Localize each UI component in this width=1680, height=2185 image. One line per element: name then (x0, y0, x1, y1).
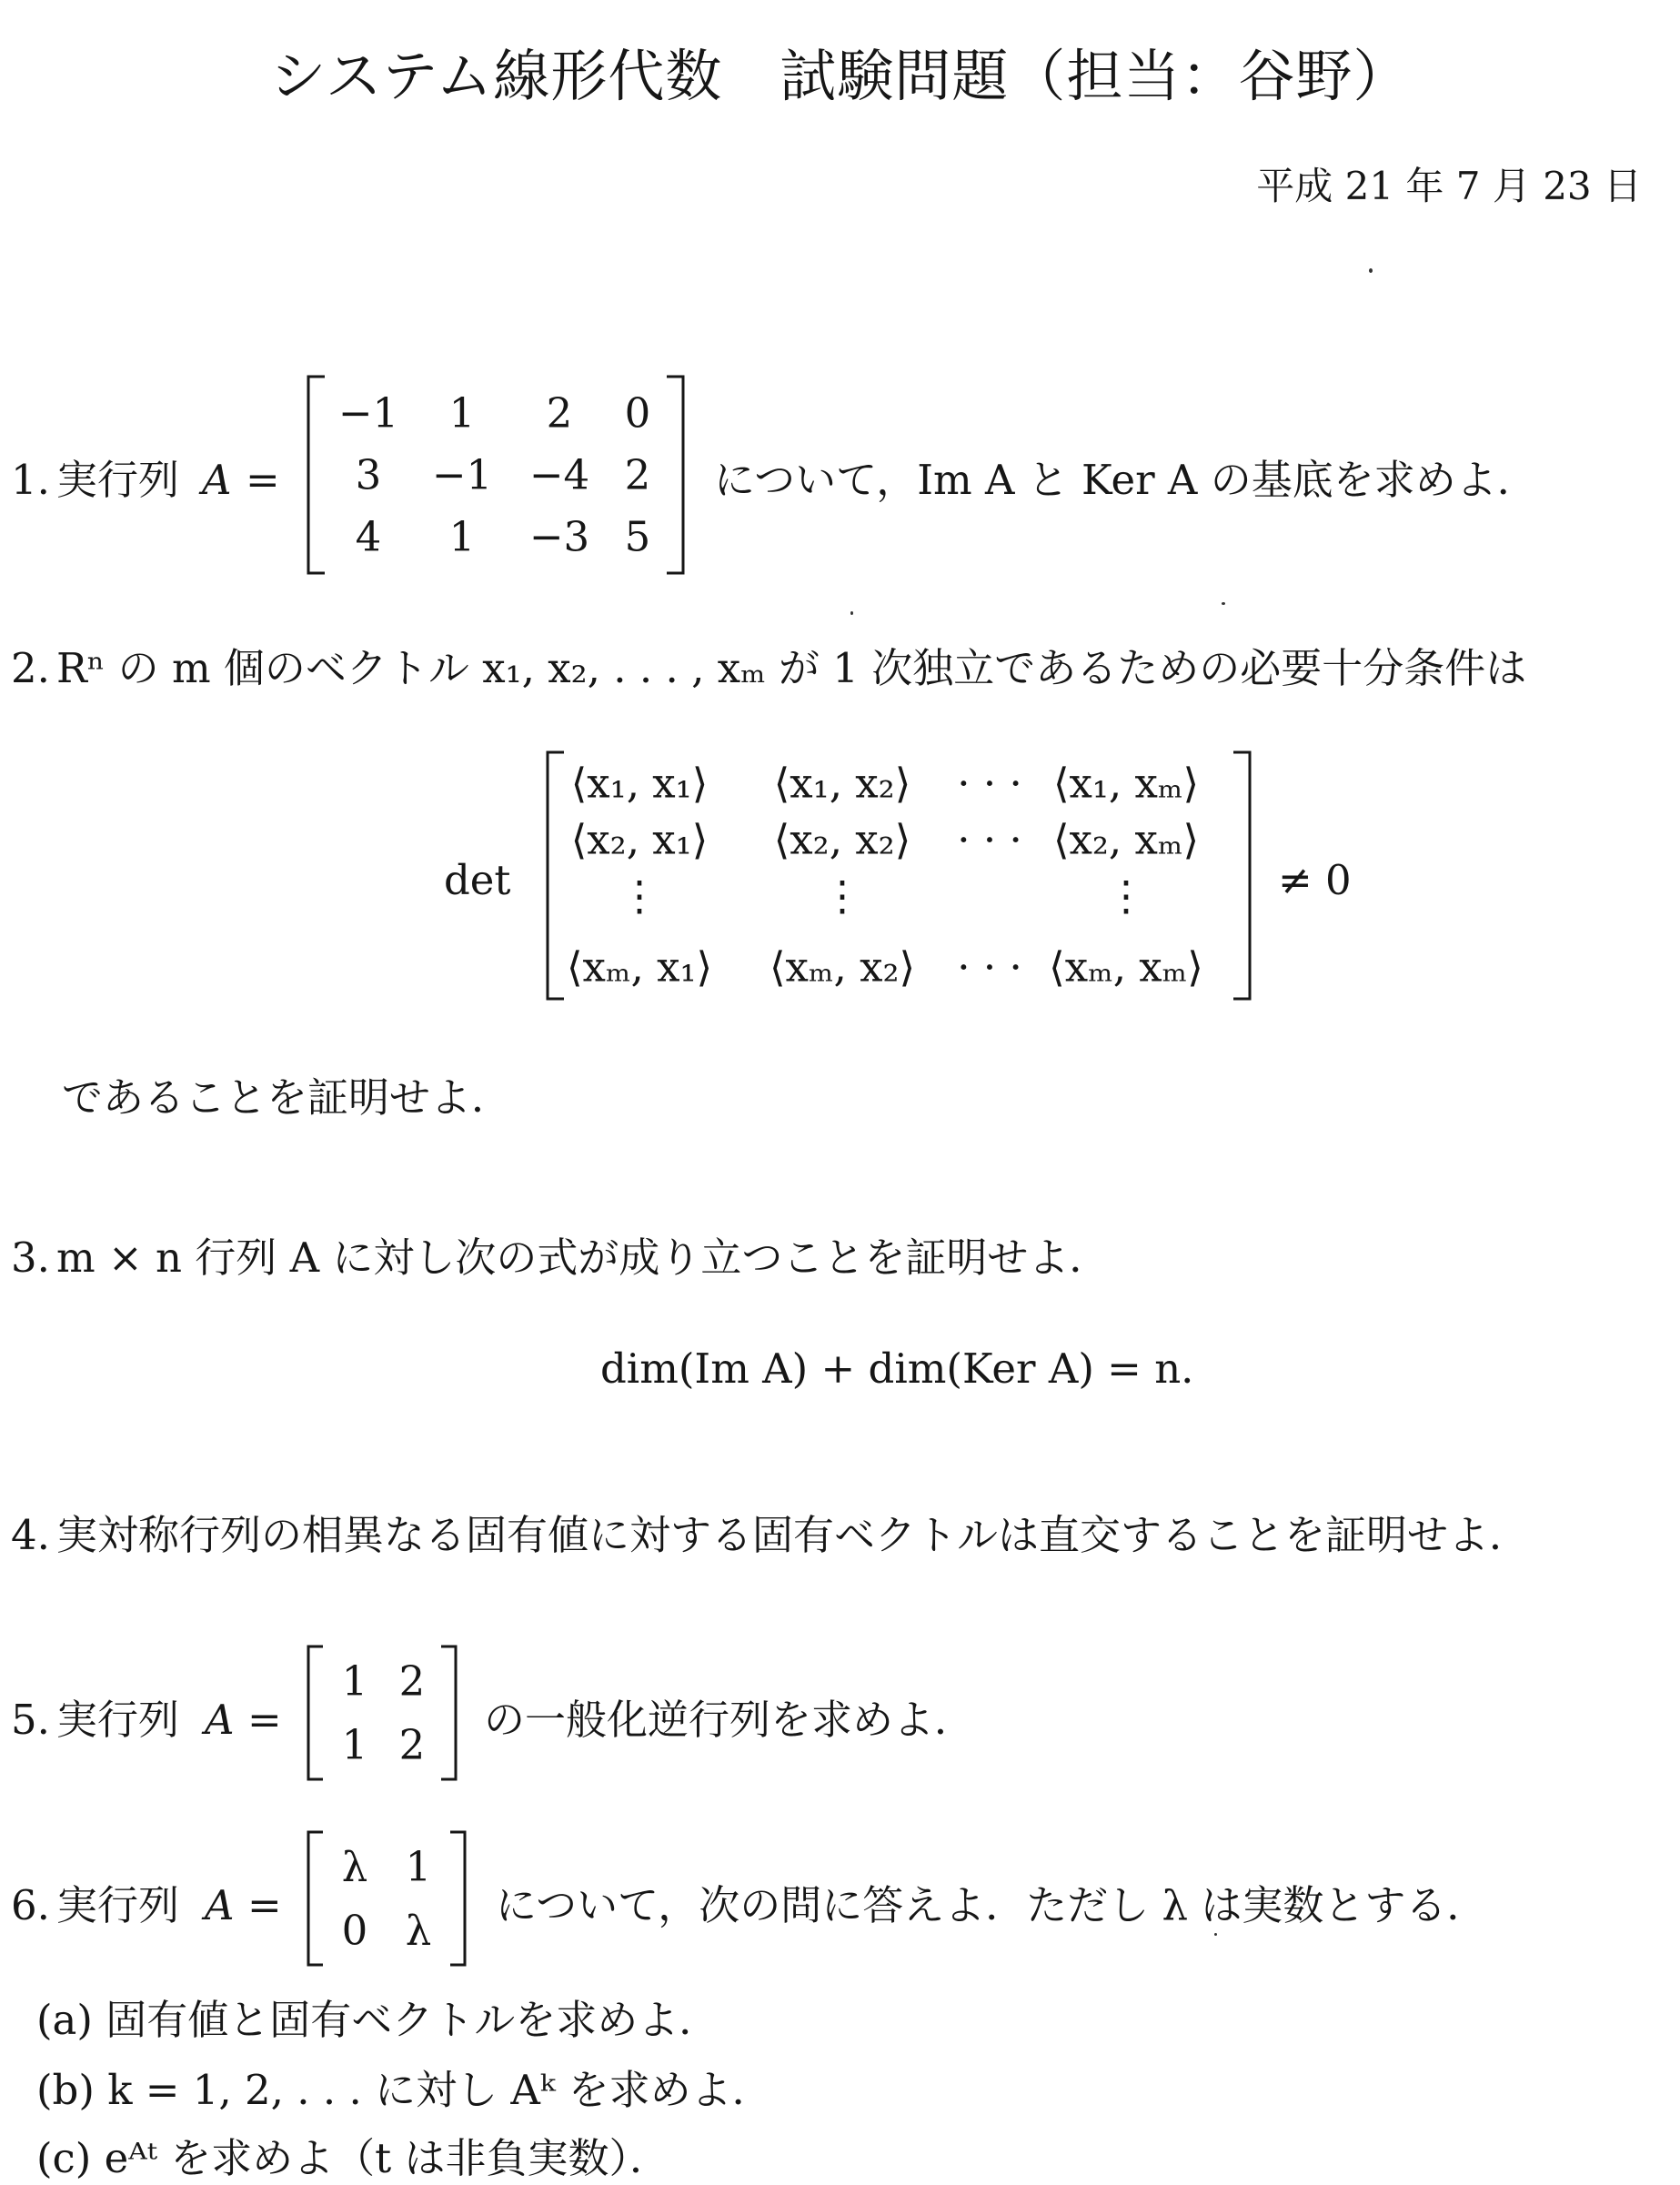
problem-lead: 実行列 (56, 456, 180, 504)
matrix-variable: A (205, 1881, 235, 1929)
scan-speck (1222, 602, 1225, 605)
matrix-cell: −4 (528, 450, 590, 499)
matrix-A-problem-5 (305, 1645, 459, 1781)
subquestion-c: (c) eᴬᵗ を求めよ（t は非負実数）． (36, 2134, 670, 2182)
matrix-cell: · · · (957, 759, 1022, 808)
problem-number: 5. (11, 1696, 50, 1744)
dimension-formula: dim(Im A) + dim(Ker A) = n. (600, 1344, 1194, 1393)
matrix-cell: 2 (624, 450, 651, 499)
problem-number: 6. (11, 1881, 50, 1929)
matrix-cell: 0 (341, 1906, 368, 1955)
matrix-cell: ⟨xₘ, x₂⟩ (769, 942, 916, 992)
equals-sign: = (247, 1881, 282, 1929)
matrix-cell: 2 (546, 388, 573, 438)
matrix-cell: · · · (957, 942, 1022, 992)
problem-text: 実対称行列の相異なる固有値に対する固有ベクトルは直交することを証明せよ． (56, 1511, 1531, 1559)
problem-tail: であることを証明せよ． (62, 1073, 513, 1122)
problem-text: m × n 行列 A に対し次の式が成り立つことを証明せよ． (56, 1233, 1111, 1282)
matrix-cell: −3 (528, 512, 590, 561)
matrix-cell: ⋮ (619, 871, 660, 921)
matrix-cell: ⟨x₂, x₁⟩ (570, 815, 709, 864)
problem-tail: の一般化逆行列を求めよ． (484, 1696, 976, 1744)
matrix-variable: A (205, 1696, 235, 1744)
problem-lead: 実行列 (56, 1696, 180, 1744)
problem-tail: について，Im A と Ker A の基底を求めよ． (714, 456, 1538, 504)
problem-number: 1. (11, 456, 50, 504)
gram-matrix (544, 750, 1253, 1001)
matrix-cell: 1 (341, 1656, 368, 1706)
problem-tail: について，次の問に答えよ．ただし λ は実数とする． (496, 1881, 1488, 1929)
matrix-A-problem-6 (305, 1830, 468, 1967)
matrix-cell: −1 (431, 450, 493, 499)
matrix-cell: ⟨xₘ, x₁⟩ (566, 942, 713, 992)
exam-date: 平成 21 年 7 月 23 日 (1256, 164, 1642, 208)
matrix-cell: ⋮ (821, 871, 863, 921)
problem-number: 3. (11, 1233, 50, 1282)
matrix-cell: λ (405, 1906, 432, 1955)
matrix-brackets (305, 1830, 468, 1967)
scan-speck (1214, 1933, 1217, 1936)
matrix-cell: ⟨xₘ, xₘ⟩ (1049, 942, 1203, 992)
matrix-cell: ⋮ (1105, 871, 1147, 921)
matrix-cell: −1 (337, 388, 399, 438)
matrix-cell: 4 (355, 512, 382, 561)
matrix-cell: 1 (448, 512, 476, 561)
matrix-cell: 1 (405, 1842, 432, 1891)
page-title: システム線形代数 試験問題（担当：谷野） (269, 43, 1411, 109)
equals-sign: = (247, 1696, 282, 1744)
problem-number: 2. (11, 644, 50, 692)
matrix-cell: 1 (341, 1720, 368, 1769)
scan-speck (1369, 268, 1373, 273)
matrix-cell: 1 (448, 388, 476, 438)
det-label: det (444, 856, 511, 904)
problem-lead: 実行列 (56, 1881, 180, 1929)
matrix-cell: ⟨x₁, x₁⟩ (570, 759, 709, 808)
equals-sign: = (246, 456, 280, 504)
problem-number: 4. (11, 1511, 50, 1559)
matrix-variable: A (202, 456, 232, 504)
subquestion-b: (b) k = 1, 2, . . . に対し Aᵏ を求めよ． (36, 2066, 773, 2114)
matrix-cell: λ (341, 1842, 368, 1891)
matrix-cell: ⟨x₁, x₂⟩ (773, 759, 911, 808)
matrix-cell: 0 (624, 388, 651, 438)
matrix-cell: 5 (624, 512, 651, 561)
matrix-cell: ⟨x₁, xₘ⟩ (1052, 759, 1200, 808)
matrix-brackets (305, 1645, 459, 1781)
matrix-cell: ⟨x₂, xₘ⟩ (1052, 815, 1200, 864)
not-equal-zero: ≠ 0 (1278, 856, 1352, 904)
matrix-cell: ⟨x₂, x₂⟩ (773, 815, 911, 864)
matrix-cell: 2 (398, 1720, 426, 1769)
matrix-A-problem-1 (305, 375, 687, 575)
subquestion-a: (a) 固有値と固有ベクトルを求めよ． (36, 1996, 720, 2044)
problem-text: Rⁿ の m 個のベクトル x₁, x₂, . . . , xₘ が 1 次独立であるための必要十分条件は (56, 644, 1527, 692)
scan-speck (850, 611, 853, 615)
matrix-cell: 3 (355, 450, 382, 499)
matrix-cell: 2 (398, 1656, 426, 1706)
matrix-cell: · · · (957, 815, 1022, 864)
